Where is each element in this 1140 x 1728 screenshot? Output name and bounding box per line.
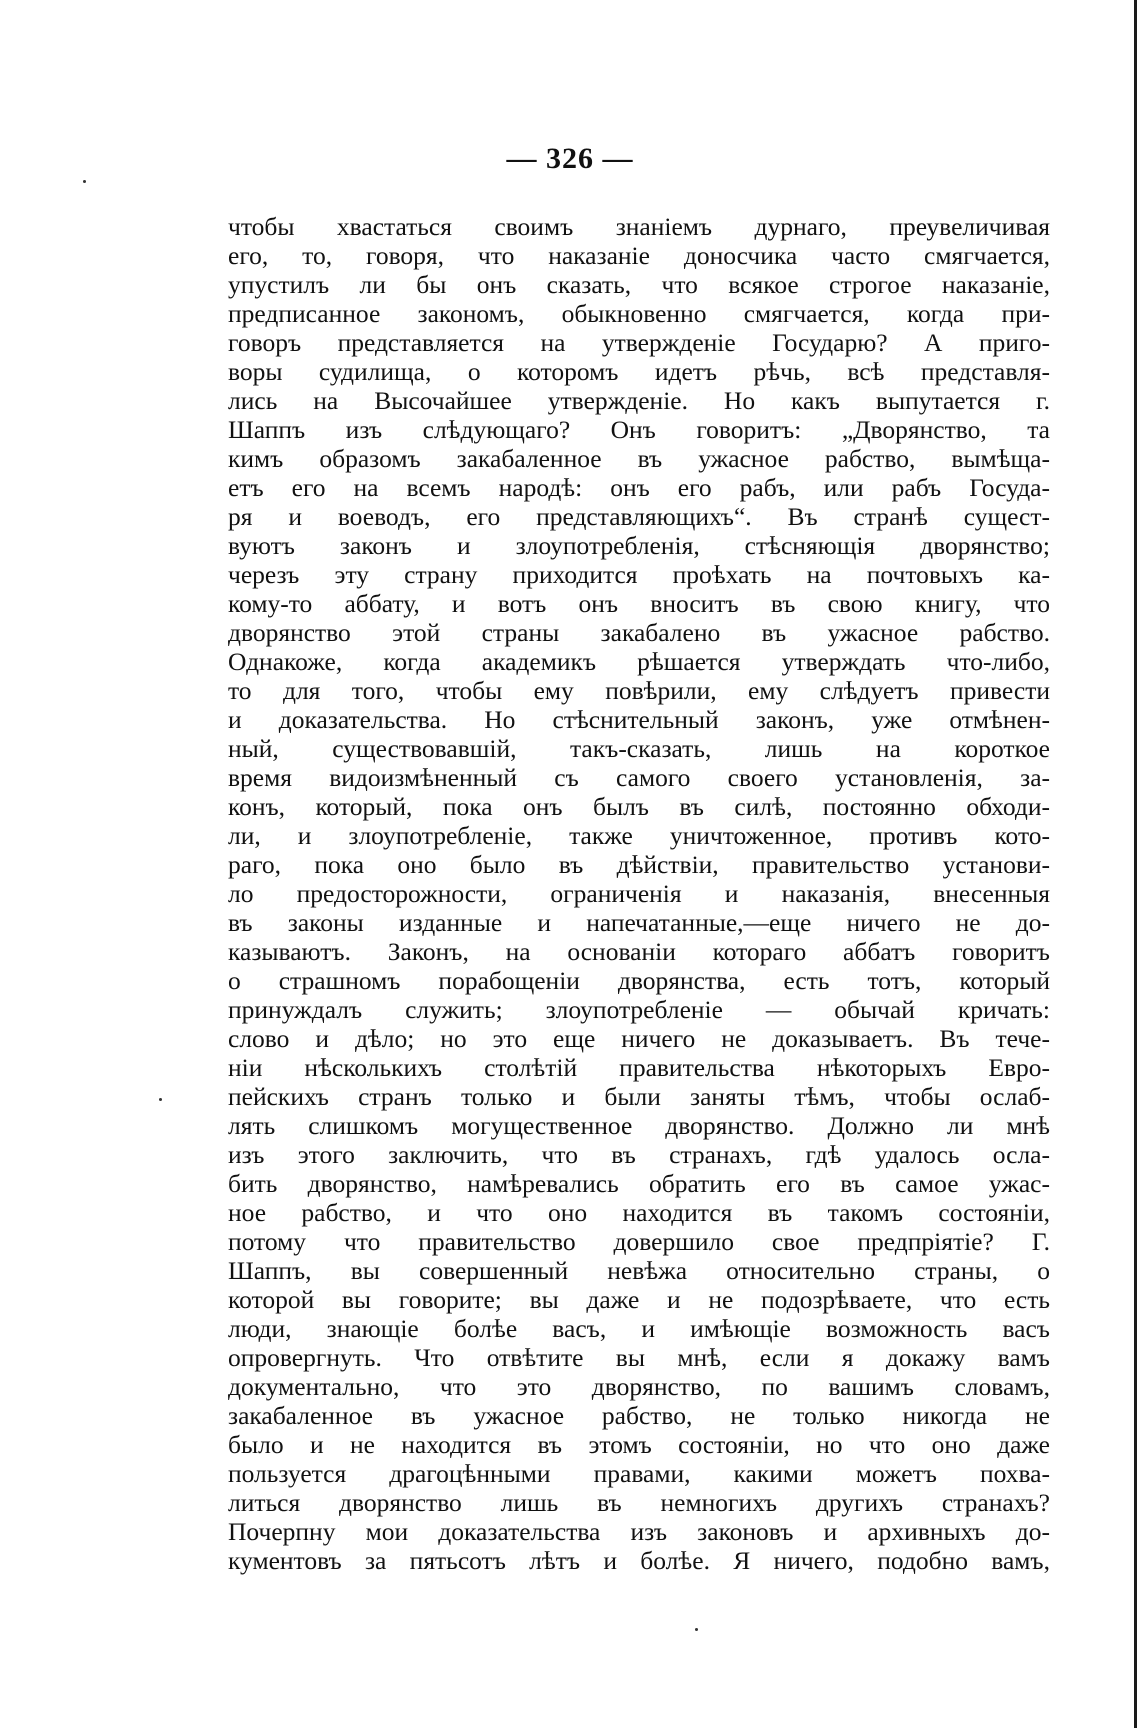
text-line: етъ его на всемъ народѣ: онъ его рабъ, или рабъ Госуда- [228,473,1050,502]
text-line: ря и воеводъ, его представляющихъ“. Въ странѣ сущест- [228,502,1050,531]
text-line: предписанное закономъ, обыкновенно смягчается, когда при- [228,299,1050,328]
text-line: бить дворянство, намѣревались обратить его въ самое ужас- [228,1169,1050,1198]
text-line: и доказательства. Но стѣснительный законъ, уже отмѣнен- [228,705,1050,734]
text-line: его, то, говоря, что наказаніе доносчика часто смягчается, [228,241,1050,270]
text-line: лять слишкомъ могущественное дворянство. Должно ли мнѣ [228,1111,1050,1140]
body-text [228,212,1050,1575]
text-line: Почерпну мои доказательства изъ законовъ и архивныхъ до- [228,1517,1050,1546]
text-line: пользуется драгоцѣнными правами, какими можетъ похва- [228,1459,1050,1488]
text-line: потому что правительство довершило свое предпріятіе? Г. [228,1227,1050,1256]
text-line: лись на Высочайшее утвержденіе. Но какъ выпутается г. [228,386,1050,415]
text-line: было и не находится въ этомъ состояніи, но что оно даже [228,1430,1050,1459]
text-line: документально, что это дворянство, по вашимъ словамъ, [228,1372,1050,1401]
text-line: раго, пока оно было въ дѣйствіи, правительство установи- [228,850,1050,879]
text-line: говоръ представляется на утвержденіе Государю? А приго- [228,328,1050,357]
text-line: кументовъ за пятьсотъ лѣтъ и болѣе. Я ничего, подобно вамъ, [228,1546,1050,1575]
text-line: ніи нѣсколькихъ столѣтій правительства нѣкоторыхъ Евро- [228,1053,1050,1082]
text-line: пейскихъ странъ только и были заняты тѣмъ, чтобы ослаб- [228,1082,1050,1111]
text-line: дворянство этой страны закабалено въ ужасное рабство. [228,618,1050,647]
text-line: упустилъ ли бы онъ сказать, что всякое строгое наказаніе, [228,270,1050,299]
text-line: литься дворянство лишь въ немногихъ другихъ странахъ? [228,1488,1050,1517]
text-line: воры судилища, о которомъ идетъ рѣчь, всѣ представля- [228,357,1050,386]
page-edge-border [1134,0,1137,1728]
text-line: ло предосторожности, ограниченія и наказанія, внесенныя [228,879,1050,908]
text-line: казываютъ. Законъ, на основаніи котораго аббатъ говоритъ [228,937,1050,966]
scan-speck [83,180,86,183]
text-line: Шаппъ изъ слѣдующаго? Онъ говоритъ: „Дворянство, та [228,415,1050,444]
text-line: вуютъ законъ и злоупотребленія, стѣсняющія дворянство; [228,531,1050,560]
text-line: которой вы говорите; вы даже и не подозрѣваете, что есть [228,1285,1050,1314]
text-line: Шаппъ, вы совершенный невѣжа относительно страны, о [228,1256,1050,1285]
text-line: то для того, чтобы ему повѣрили, ему слѣдуетъ привести [228,676,1050,705]
text-line: ли, и злоупотребленіе, также уничтоженное, противъ кото- [228,821,1050,850]
text-line: принуждалъ служить; злоупотребленіе — обычай кричать: [228,995,1050,1024]
text-line: слово и дѣло; но это еще ничего не доказываетъ. Въ тече- [228,1024,1050,1053]
text-line: ное рабство, и что оно находится въ такомъ состояніи, [228,1198,1050,1227]
scan-speck [695,1628,698,1631]
text-line: черезъ эту страну приходится проѣхать на почтовыхъ ка- [228,560,1050,589]
text-line: ный, существовавшій, такъ-сказать, лишь на короткое [228,734,1050,763]
text-line: кому-то аббату, и вотъ онъ вноситъ въ свою книгу, что [228,589,1050,618]
text-line: изъ этого заключить, что въ странахъ, гдѣ удалось осла- [228,1140,1050,1169]
text-line: конъ, который, пока онъ былъ въ силѣ, постоянно обходи- [228,792,1050,821]
page-number: — 326 — [506,142,634,175]
text-line: закабаленное въ ужасное рабство, не только никогда не [228,1401,1050,1430]
text-line: чтобы хвастаться своимъ знаніемъ дурнаго, преувеличивая [228,212,1050,241]
text-line: о страшномъ порабощеніи дворянства, есть тотъ, который [228,966,1050,995]
text-line: люди, знающіе болѣе васъ, и имѣющіе возможность васъ [228,1314,1050,1343]
text-line: время видоизмѣненный съ самого своего установленія, за- [228,763,1050,792]
text-line: Однакоже, когда академикъ рѣшается утверждать что-либо, [228,647,1050,676]
text-line: опровергнуть. Что отвѣтите вы мнѣ, если я докажу вамъ [228,1343,1050,1372]
text-line: кимъ образомъ закабаленное въ ужасное рабство, вымѣща- [228,444,1050,473]
scan-speck [159,1098,162,1101]
text-line: въ законы изданные и напечатанные,—еще ничего не до- [228,908,1050,937]
